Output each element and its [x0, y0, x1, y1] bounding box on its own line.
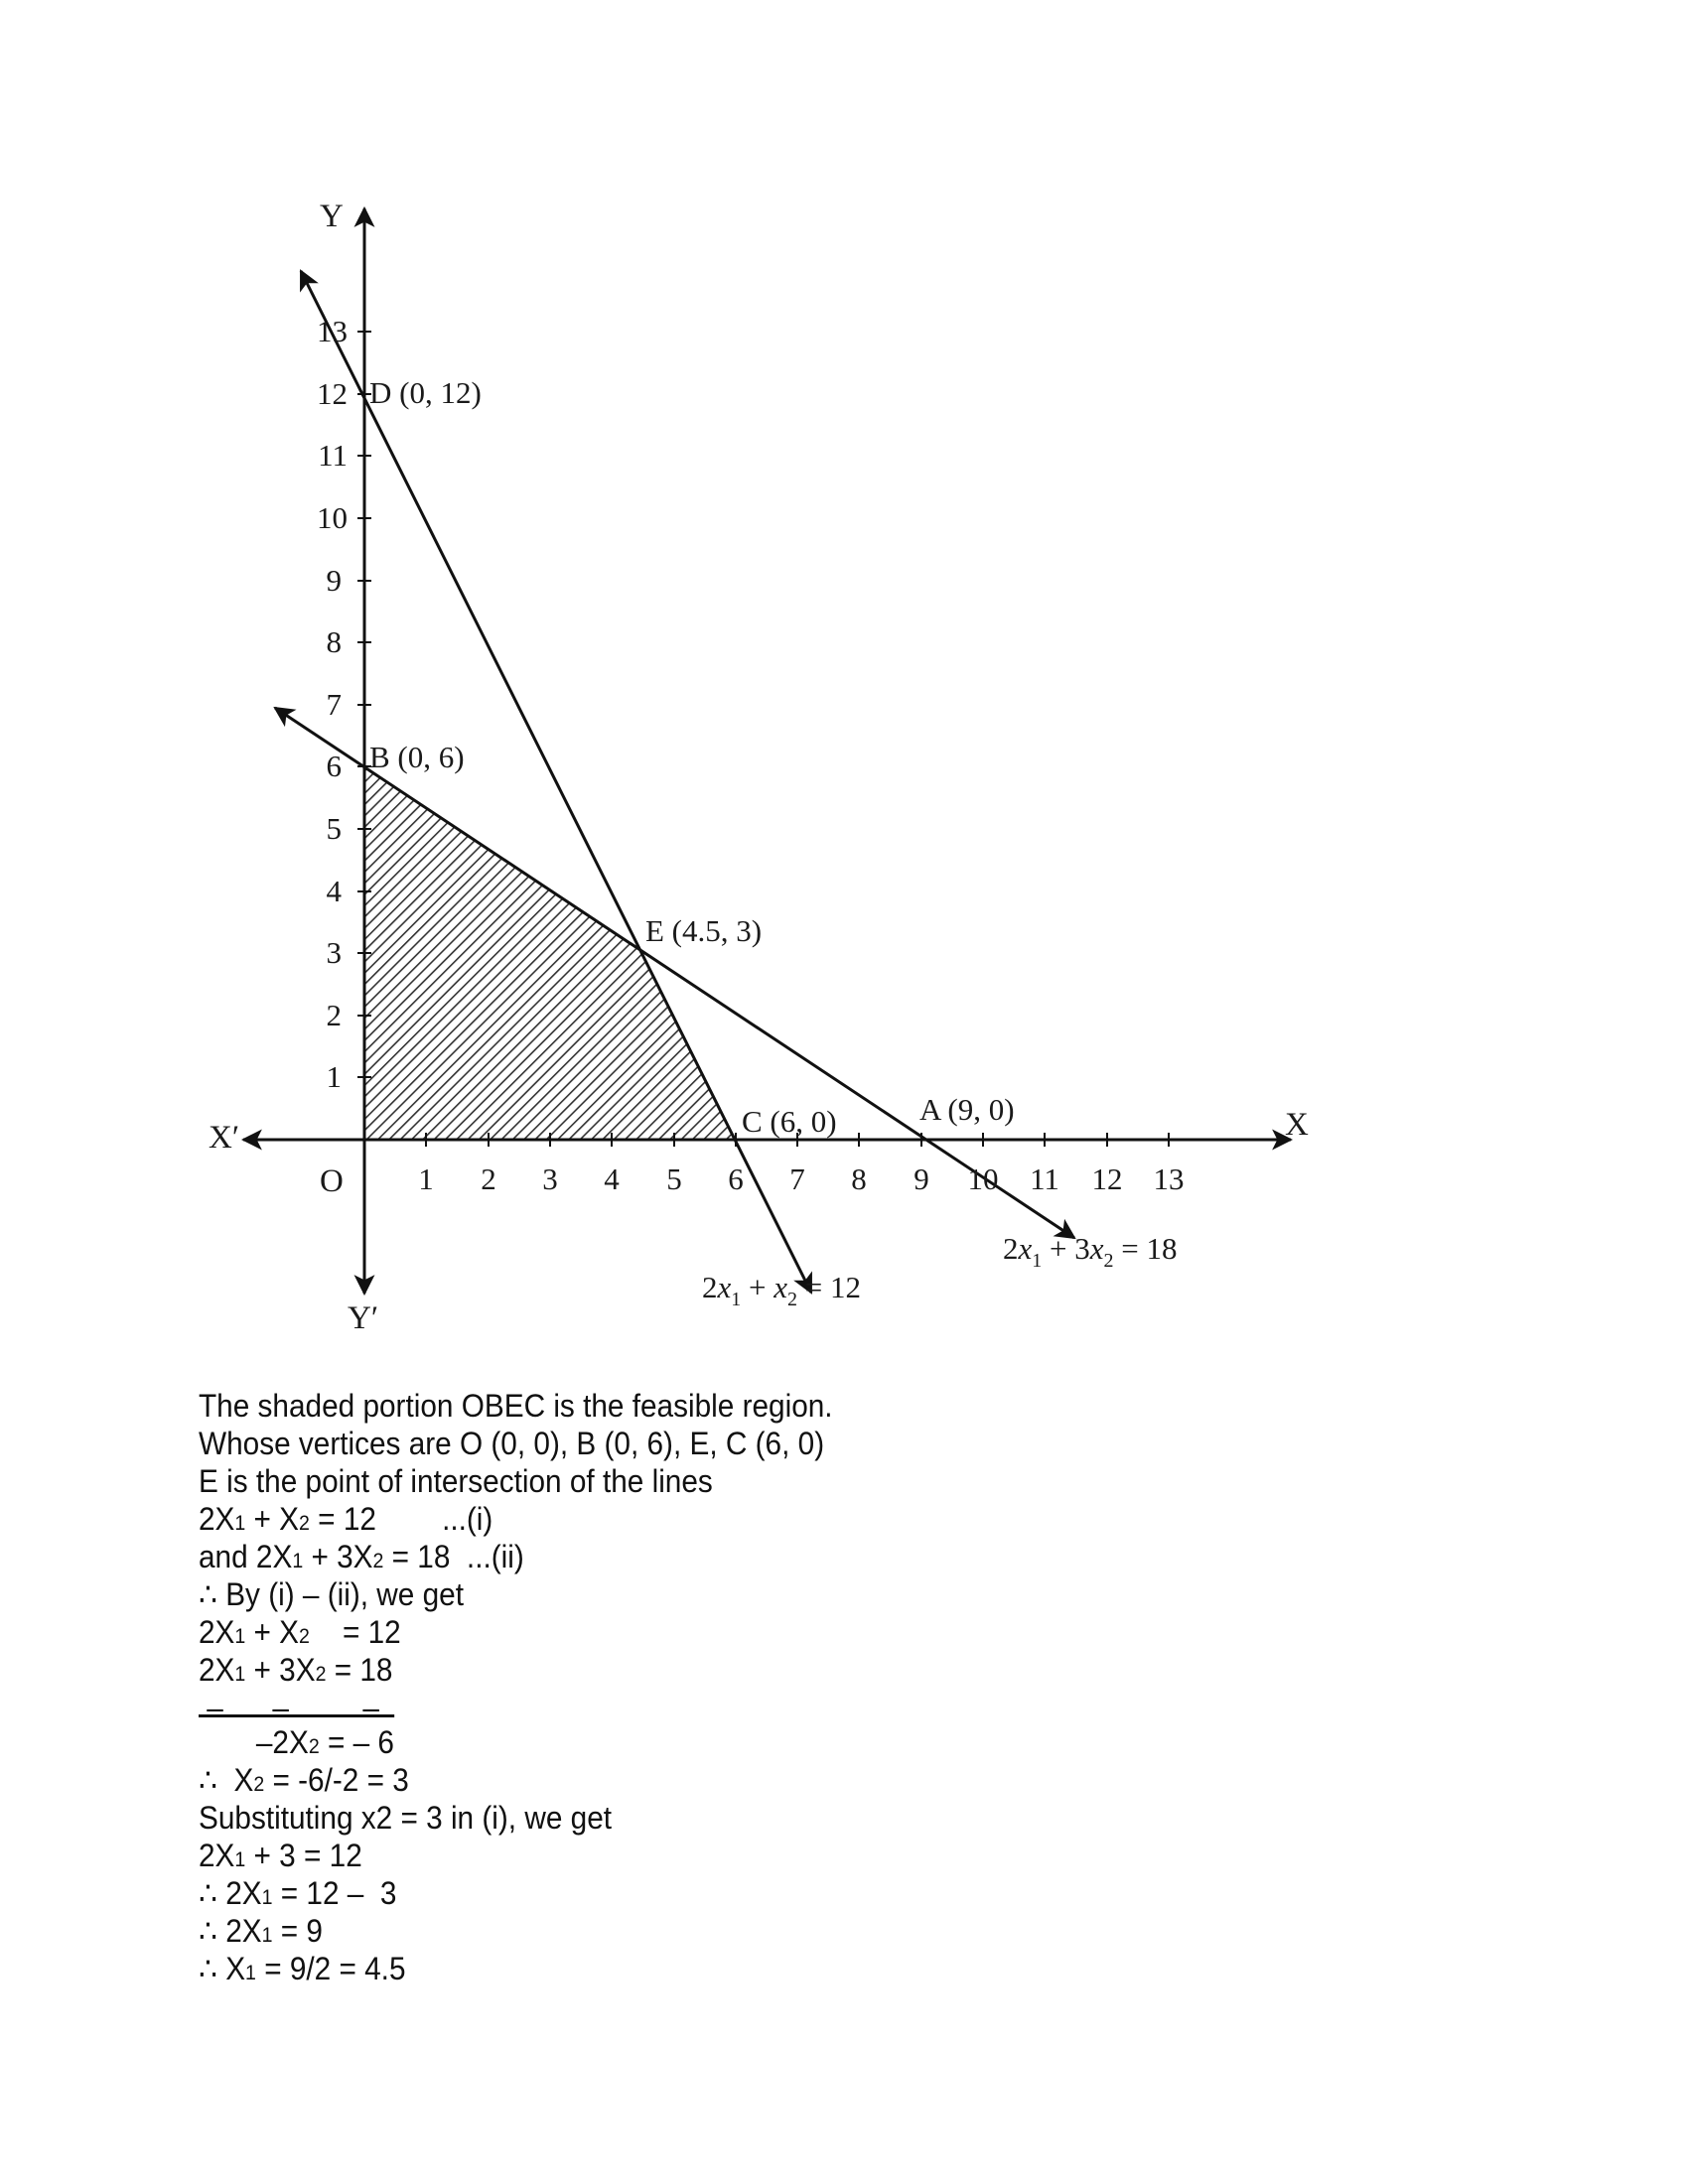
svg-text:8: 8 — [851, 1161, 867, 1196]
svg-text:9: 9 — [914, 1161, 929, 1196]
equation-label-line1: $2x_1 + x_2 = 12$ — [702, 1270, 861, 1310]
equation-row: ∴ 2X1 = 12 – 3 — [199, 1875, 397, 1911]
svg-text:8: 8 — [326, 624, 342, 659]
text-line: Substituting x2 = 3 in (i), we get — [199, 1800, 613, 1836]
svg-text:1: 1 — [326, 1059, 342, 1094]
origin-label: O — [320, 1163, 344, 1199]
equation-ii: and 2X1 + 3X2 = 18 ...(ii) — [199, 1539, 524, 1574]
y-tick-labels — [317, 314, 348, 1094]
equation-row: 2X1 + X2 = 12 — [199, 1614, 401, 1650]
text-line: Whose vertices are O (0, 0), B (0, 6), E, C (6, 0) — [199, 1426, 825, 1461]
x-tick-labels — [418, 1161, 1184, 1196]
svg-text:3: 3 — [542, 1161, 558, 1196]
equation-row: ∴ X1 = 9/2 = 4.5 — [199, 1951, 406, 1986]
svg-text:13: 13 — [317, 314, 348, 348]
subtraction-signs: – – – — [199, 1690, 379, 1725]
svg-text:12: 12 — [1091, 1161, 1123, 1196]
y-neg-axis-label: Y′ — [348, 1300, 379, 1336]
svg-text:12: 12 — [317, 376, 348, 411]
svg-text:4: 4 — [326, 874, 342, 908]
point-e-label: E (4.5, 3) — [645, 913, 763, 948]
point-a-label: A (9, 0) — [919, 1092, 1015, 1127]
svg-text:7: 7 — [789, 1161, 805, 1196]
svg-text:2: 2 — [481, 1161, 496, 1196]
x-axis-label: X — [1285, 1107, 1309, 1143]
text-line: E is the point of intersection of the lines — [199, 1463, 713, 1499]
svg-text:6: 6 — [326, 749, 342, 783]
equation-row: ∴ 2X1 = 9 — [199, 1913, 323, 1949]
text-line: ∴ By (i) – (ii), we get — [199, 1576, 464, 1612]
equation-i: 2X1 + X2 = 12 ...(i) — [199, 1501, 493, 1537]
equation-row: –2X2 = – 6 — [199, 1724, 394, 1760]
svg-text:5: 5 — [326, 811, 342, 846]
svg-text:1: 1 — [418, 1161, 434, 1196]
svg-text:10: 10 — [967, 1161, 999, 1196]
svg-text:13: 13 — [1153, 1161, 1185, 1196]
svg-text:4: 4 — [604, 1161, 620, 1196]
text-line: The shaded portion OBEC is the feasible region. — [199, 1388, 833, 1424]
svg-text:2: 2 — [326, 998, 342, 1032]
equation-row: ∴ X2 = -6/-2 = 3 — [199, 1762, 409, 1798]
svg-text:5: 5 — [666, 1161, 682, 1196]
point-c-label: C (6, 0) — [742, 1104, 837, 1139]
x-neg-axis-label: X′ — [209, 1120, 240, 1156]
point-b-label: B (0, 6) — [369, 740, 465, 774]
equation-label-line2: $2x_1 + 3x_2 = 18$ — [1003, 1231, 1178, 1272]
svg-text:7: 7 — [326, 687, 342, 722]
svg-text:6: 6 — [728, 1161, 744, 1196]
svg-text:10: 10 — [317, 500, 348, 535]
point-d-label: D (0, 12) — [369, 375, 482, 410]
solution-text — [199, 1387, 833, 1987]
svg-text:11: 11 — [1030, 1161, 1059, 1196]
equation-row: 2X1 + 3X2 = 18 — [199, 1652, 393, 1688]
equation-row: 2X1 + 3 = 12 — [199, 1838, 362, 1873]
y-axis-label: Y — [320, 199, 344, 234]
svg-text:3: 3 — [326, 935, 342, 970]
feasible-region-obec — [364, 766, 736, 1140]
svg-text:9: 9 — [326, 563, 342, 598]
svg-text:11: 11 — [318, 438, 348, 473]
